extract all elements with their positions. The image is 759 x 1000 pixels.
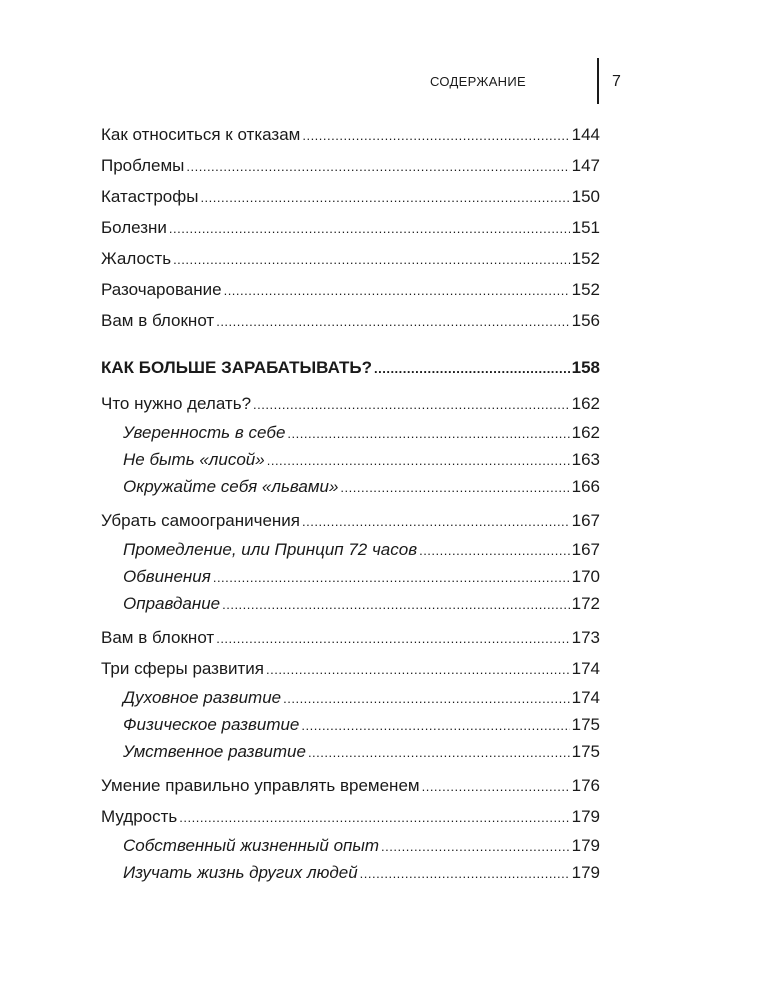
toc-leader-dots — [287, 420, 569, 447]
toc-leader-dots — [302, 506, 570, 537]
toc-entry-title: Болезни — [101, 218, 167, 237]
toc-leader-dots — [360, 860, 570, 887]
toc-entry — [101, 684, 600, 711]
toc-entry — [101, 446, 600, 473]
toc-entry-title: Физическое развитие — [123, 715, 300, 734]
toc-leader-dots — [222, 591, 570, 618]
toc-entry-title: Оправдание — [123, 594, 221, 613]
toc-entry — [101, 181, 600, 212]
toc-leader-dots — [216, 306, 569, 337]
toc-entry — [101, 590, 600, 617]
toc-entry — [101, 419, 600, 446]
toc-leader-dots — [169, 213, 570, 244]
table-of-contents — [101, 119, 600, 886]
toc-entry-page: 176 — [571, 776, 600, 795]
toc-entry-page: 156 — [571, 311, 600, 330]
toc-leader-dots — [266, 654, 570, 685]
toc-entry-title: Обвинения — [123, 567, 211, 586]
toc-leader-dots — [253, 389, 570, 420]
toc-entry-title: Уверенность в себе — [123, 423, 286, 442]
toc-leader-dots — [283, 685, 570, 712]
toc-entry-page: 162 — [571, 423, 600, 442]
running-title: СОДЕРЖАНИЕ — [429, 74, 526, 89]
toc-entry-page: 166 — [571, 477, 600, 496]
header-divider — [597, 58, 599, 104]
toc-entry — [101, 119, 600, 150]
toc-entry-page: 173 — [571, 628, 600, 647]
toc-entry-page: 167 — [571, 511, 600, 530]
toc-leader-dots — [419, 537, 570, 564]
toc-entry-page: 175 — [571, 742, 600, 761]
toc-entry-page: 179 — [571, 863, 600, 882]
toc-leader-dots — [213, 564, 570, 591]
toc-entry-title: Окружайте себя «львами» — [123, 477, 339, 496]
toc-entry-title: Убрать самоограничения — [101, 511, 301, 530]
toc-entry-title: Умственное развитие — [123, 742, 306, 761]
toc-entry-page: 144 — [571, 125, 600, 144]
toc-entry-title: Вам в блокнот — [101, 311, 215, 330]
toc-entry-title: Проблемы — [101, 156, 185, 175]
toc-entry — [101, 352, 600, 383]
toc-leader-dots — [308, 739, 570, 766]
toc-entry-title: Духовное развитие — [123, 688, 282, 707]
toc-entry — [101, 711, 600, 738]
toc-entry-title: Катастрофы — [101, 187, 199, 206]
toc-entry-title: Умение правильно управлять временем — [101, 776, 420, 795]
toc-entry-page: 179 — [571, 807, 600, 826]
toc-entry-title: Не быть «лисой» — [123, 450, 265, 469]
toc-entry — [101, 770, 600, 801]
toc-entry-page: 152 — [571, 280, 600, 299]
toc-entry-page: 170 — [571, 567, 600, 586]
toc-leader-dots — [422, 771, 570, 802]
toc-entry-title: Как относиться к отказам — [101, 125, 301, 144]
page-number: 7 — [612, 73, 621, 90]
toc-entry — [101, 243, 600, 274]
toc-entry — [101, 274, 600, 305]
toc-leader-dots — [224, 275, 570, 306]
toc-entry-title: Что нужно делать? — [101, 394, 252, 413]
toc-leader-dots — [186, 151, 569, 182]
toc-entry-page: 174 — [571, 659, 600, 678]
toc-entry — [101, 653, 600, 684]
toc-entry-title: Разочарование — [101, 280, 222, 299]
toc-leader-dots — [340, 474, 569, 501]
toc-entry — [101, 473, 600, 500]
toc-entry — [101, 859, 600, 886]
toc-entry — [101, 212, 600, 243]
toc-entry-title: Собственный жизненный опыт — [123, 836, 380, 855]
toc-entry-title: Изучать жизнь других людей — [123, 863, 358, 882]
toc-entry-page: 162 — [571, 394, 600, 413]
toc-entry — [101, 505, 600, 536]
toc-entry-title: Жалость — [101, 249, 172, 268]
toc-entry-title: Три сферы развития — [101, 659, 264, 678]
toc-entry-page: 158 — [571, 358, 600, 377]
toc-entry — [101, 563, 600, 590]
toc-entry-title: КАК БОЛЬШЕ ЗАРАБАТЫВАТЬ? — [101, 358, 372, 377]
toc-leader-dots — [267, 447, 570, 474]
toc-entry-page: 175 — [571, 715, 600, 734]
toc-leader-dots — [179, 802, 569, 833]
toc-entry-page: 174 — [571, 688, 600, 707]
toc-entry — [101, 536, 600, 563]
toc-entry-page: 167 — [571, 540, 600, 559]
toc-entry — [101, 622, 600, 653]
toc-entry-page: 152 — [571, 249, 600, 268]
toc-entry-page: 147 — [571, 156, 600, 175]
toc-entry-page: 179 — [571, 836, 600, 855]
toc-entry-page: 172 — [571, 594, 600, 613]
toc-entry-page: 151 — [571, 218, 600, 237]
toc-entry — [101, 832, 600, 859]
toc-entry — [101, 738, 600, 765]
toc-leader-dots — [216, 623, 569, 654]
toc-entry-title: Вам в блокнот — [101, 628, 215, 647]
toc-entry-title: Мудрость — [101, 807, 178, 826]
toc-entry — [101, 801, 600, 832]
toc-leader-dots — [301, 712, 569, 739]
toc-leader-dots — [381, 833, 570, 860]
toc-entry — [101, 305, 600, 336]
toc-entry-page: 163 — [571, 450, 600, 469]
toc-entry-title: Промедление, или Принцип 72 часов — [123, 540, 418, 559]
toc-leader-dots — [200, 182, 569, 213]
toc-entry — [101, 388, 600, 419]
toc-entry-page: 150 — [571, 187, 600, 206]
toc-leader-dots — [374, 353, 570, 384]
toc-leader-dots — [173, 244, 570, 275]
toc-entry — [101, 150, 600, 181]
toc-leader-dots — [302, 120, 569, 151]
